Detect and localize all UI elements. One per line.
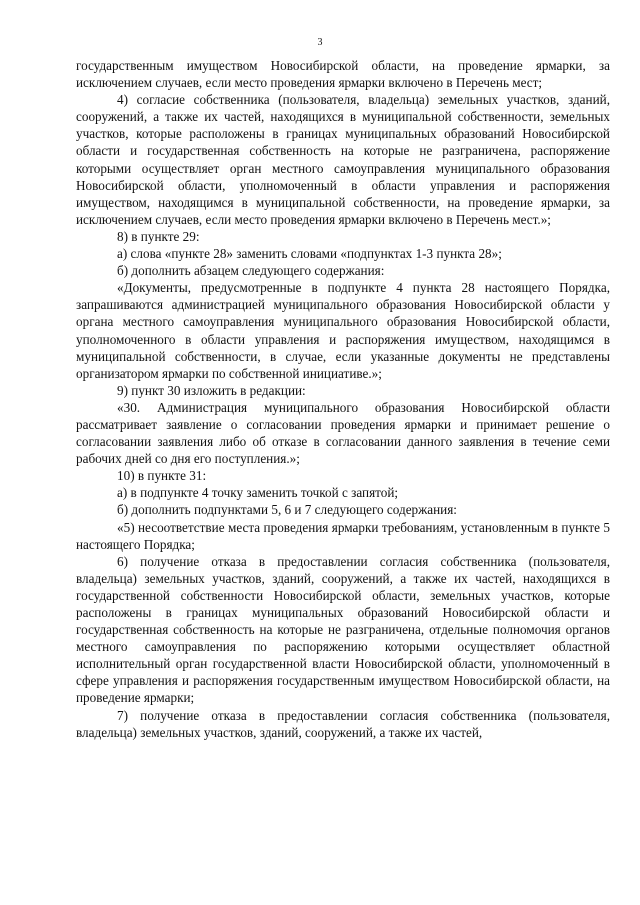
paragraph-item-10: 10) в пункте 31: — [117, 468, 207, 484]
paragraph-item-10b: б) дополнить подпунктами 5, 6 и 7 следующего содержания: — [117, 502, 457, 518]
page-number: 3 — [317, 37, 323, 48]
paragraph-subitem-5: «5) несоответствие места проведения ярмарки требованиям, установленным в пункте 5 настоящего Порядка; — [76, 519, 610, 552]
paragraph-item-10a: а) в подпункте 4 точку заменить точкой с запятой; — [117, 485, 399, 501]
paragraph-item-8b: б) дополнить абзацем следующего содержания: — [117, 263, 385, 279]
paragraph-subitem-6: 6) получение отказа в предоставлении согласия собственника (пользователя, владельца) земельных участков, зданий, сооружений, а также их частей, находящихся в государственной собственности Новосибирской области, земельных участков, которые расположены в границах муниципальных образований Новосибирской области и государственная собственность на которые не разграничена, отдельные полномочия органов местного самоуправления по распоряжению которыми осуществляет областной исполнительный орган государственной власти Новосибирской области, уполномоченный в сфере управления и распоряжения государственным имуществом Новосибирской области, на проведение ярмарки; — [76, 553, 610, 706]
paragraph-item-30-quote: «30. Администрация муниципального образования Новосибирской области рассматривает заявление о согласовании проведения ярмарки и принимает решение о согласовании заявления либо об отказе в согласовании данного заявления в течение семи рабочих дней со дня его поступления.»; — [76, 399, 610, 467]
paragraph-item-8a: а) слова «пункте 28» заменить словами «подпунктах 1-3 пункта 28»; — [117, 246, 502, 262]
document-body — [76, 57, 610, 741]
paragraph-continuation: государственным имуществом Новосибирской области, на проведение ярмарки, за исключением случаев, если место проведения ярмарки включено в Перечень мест; — [76, 58, 610, 91]
paragraph-item-8: 8) в пункте 29: — [117, 228, 200, 244]
paragraph-documents-quote: «Документы, предусмотренные в подпункте 4 пункта 28 настоящего Порядка, запрашиваются администрацией муниципального образования Новосибирской области у органа местного самоуправления муниципального образования Новосибирской области, уполномоченного в области управления и распоряжения имуществом, находящимся в муниципальной собственности, в случае, если указанные документы не представлены организатором ярмарки по собственной инициативе.»; — [76, 280, 610, 381]
paragraph-subitem-7: 7) получение отказа в предоставлении согласия собственника (пользователя, владельца) земельных участков, зданий, сооружений, а также их частей, — [76, 707, 610, 740]
paragraph-item-4-consent: 4) согласие собственника (пользователя, владельца) земельных участков, зданий, сооружений, а также их частей, находящихся в муниципальной собственности, земельных участков, которые расположены в границах муниципальных образований Новосибирской области и государственная собственность на которые не разграничена, распоряжение которыми осуществляет орган местного самоуправления муниципального образования Новосибирской области, уполномоченный в области управления и распоряжения имуществом, находящимся в муниципальной собственности, на проведение ярмарки, за исключением случаев, если место проведения ярмарки включено в Перечень мест.»; — [76, 92, 610, 227]
paragraph-item-9: 9) пункт 30 изложить в редакции: — [117, 382, 306, 398]
